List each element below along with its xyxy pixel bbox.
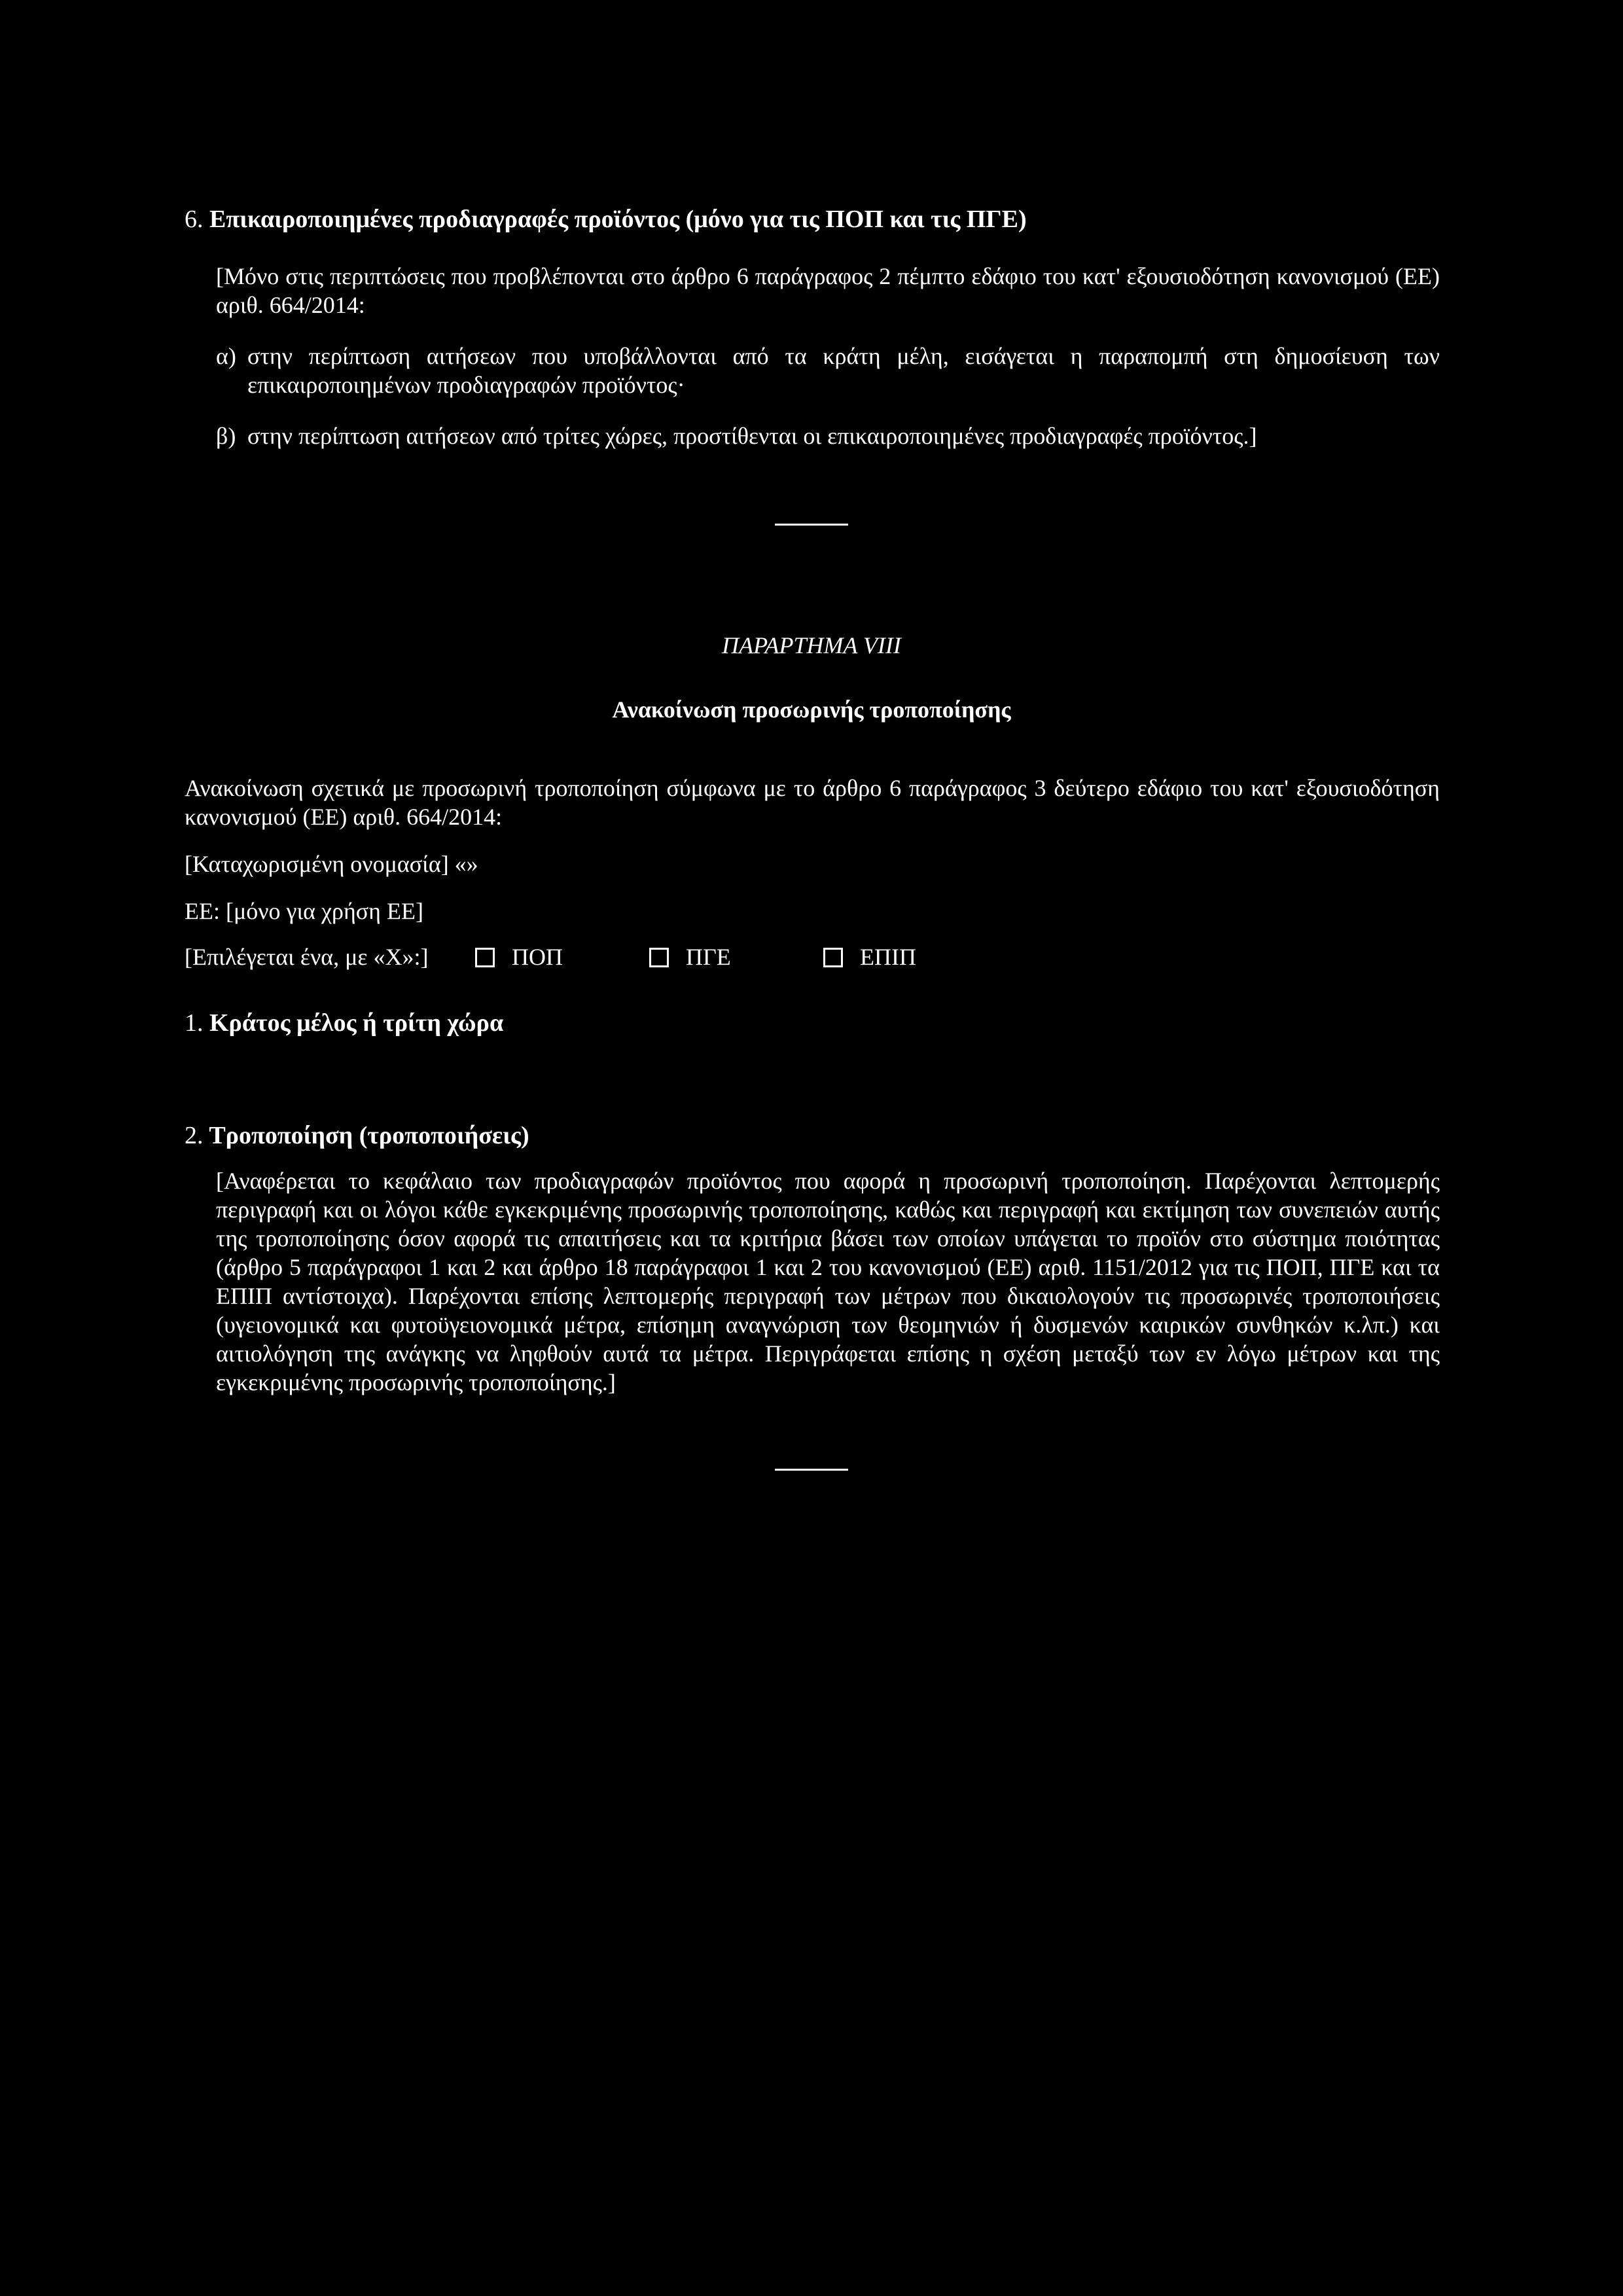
section-2-title: Τροποποίηση (τροποποιήσεις) bbox=[209, 1122, 529, 1149]
separator-rule-1 bbox=[775, 524, 848, 526]
section-6-intro: [Μόνο στις περιπτώσεις που προβλέπονται στο άρθρο 6 παράγραφος 2 πέμπτο εδάφιο του κατ' εξουσιοδότηση κανονισμού (ΕΕ) αριθ. 664/2014: bbox=[216, 263, 1440, 318]
tsg-checkbox[interactable] bbox=[823, 948, 843, 967]
annex-title: ΠΑΡΑΡΤΗΜΑ VIII bbox=[722, 632, 901, 658]
annex-intro: Ανακοίνωση σχετικά με προσωρινή τροποποίηση σύμφωνα με το άρθρο 6 παράγραφος 3 δεύτερο εδάφιο του κατ' εξουσιοδότηση κανονισμού (ΕΕ) αριθ. 664/2014: bbox=[185, 775, 1440, 830]
pgi-checkbox[interactable] bbox=[649, 948, 669, 967]
section-6-item-b-text: στην περίπτωση αιτήσεων από τρίτες χώρες, προστίθενται οι επικαιροποιημένες προδιαγραφές προϊόντος.] bbox=[247, 423, 1257, 449]
choice-prompt: [Επιλέγεται ένα, με «Χ»:] bbox=[185, 944, 429, 970]
tsg-label: ΕΠΙΠ bbox=[860, 944, 916, 970]
pdo-label: ΠΟΠ bbox=[512, 944, 563, 970]
option-pdo[interactable] bbox=[475, 942, 563, 971]
section-1-number: 1. bbox=[185, 1009, 204, 1037]
section-1-heading bbox=[185, 1008, 503, 1038]
section-6-title: Επικαιροποιημένες προδιαγραφές προϊόντος (μόνο για τις ΠΟΠ και τις ΠΓΕ) bbox=[209, 206, 1027, 233]
option-tsg[interactable] bbox=[823, 942, 916, 971]
pdo-checkbox[interactable] bbox=[475, 948, 495, 967]
section-6-number: 6. bbox=[185, 206, 204, 233]
section-1-title: Κράτος μέλος ή τρίτη χώρα bbox=[209, 1009, 504, 1037]
section-6-heading bbox=[185, 204, 1027, 234]
section-2-body: [Αναφέρεται το κεφάλαιο των προδιαγραφών προϊόντος που αφορά η προσωρινή τροποποίηση. Παρέχονται λεπτομερής περιγραφή και οι λόγοι κάθε εγκεκριμένης προσωρινής τροποποίησης, καθώς και περιγραφή και εκτίμηση των συνεπειών αυτής της τροποποίησης όσον αφορά τις απαιτήσεις και τα κριτήρια βάσει των οποίων υπάγεται το προϊόν στο σύστημα ποιότητας (άρθρο 5 παράγραφοι 1 και 2 και άρθρο 18 παράγραφοι 1 και 2 του κανονισμού (ΕΕ) αριθ. 1151/2012 για τις ΠΟΠ, ΠΓΕ και τα ΕΠΙΠ αντίστοιχα). Παρέχονται επίσης λεπτομερής περιγραφή των μέτρων που δικαιολογούν τις προσωρινές τροποποιήσεις (υγειονομικά και φυτοϋγειονομικά μέτρα, επίσημη αναγνώριση των θεομηνιών ή δυσμενών καιρικών συνθηκών κ.λπ.) και αιτιολόγηση της ανάγκης να ληφθούν αυτά τα μέτρα. Περιγράφεται επίσης η σχέση μεταξύ των εν λόγω μέτρων και της εγκεκριμένης προσωρινής τροποποίησης.] bbox=[216, 1168, 1440, 1395]
option-pgi[interactable] bbox=[649, 942, 731, 971]
section-6-item-a-label: α) bbox=[216, 343, 236, 369]
section-6-item-b-label: β) bbox=[216, 423, 236, 449]
eu-use-line: ΕΕ: [μόνο για χρήση ΕΕ] bbox=[185, 898, 423, 924]
annex-subtitle: Ανακοίνωση προσωρινής τροποποίησης bbox=[612, 696, 1011, 723]
registered-name-line: [Καταχωρισμένη ονομασία] «» bbox=[185, 851, 478, 877]
section-6-item-a-text: στην περίπτωση αιτήσεων που υποβάλλονται από τα κράτη μέλη, εισάγεται η παραπομπή στη δημοσίευση των επικαιροποιημένων προδιαγραφών προϊόντος· bbox=[247, 343, 1440, 398]
section-2-heading bbox=[185, 1121, 529, 1151]
separator-rule-2 bbox=[775, 1469, 848, 1471]
section-2-number: 2. bbox=[185, 1122, 204, 1149]
pgi-label: ΠΓΕ bbox=[686, 944, 731, 970]
